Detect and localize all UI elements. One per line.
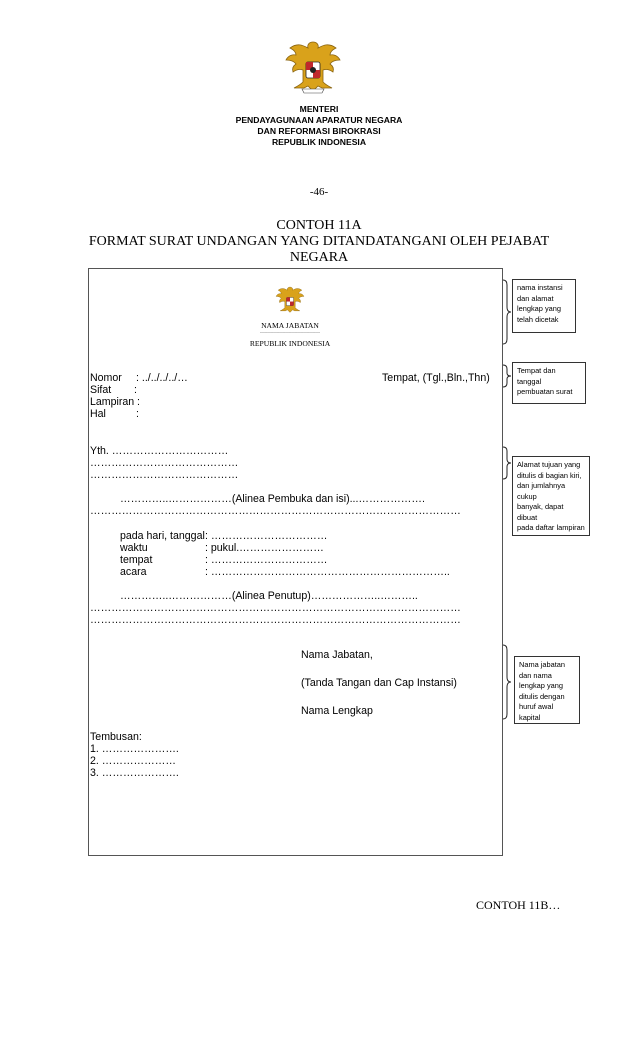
note-line: telah dicetak bbox=[517, 314, 559, 324]
yth-line: Yth. …………………………… bbox=[90, 445, 229, 457]
note-line: Nama jabatan bbox=[519, 660, 566, 669]
tempat-value: : …………………………… bbox=[205, 554, 328, 566]
alinea-penutup-cont-2: …………………………………………………………………………………………… bbox=[90, 614, 461, 626]
note-line: lengkap yang bbox=[517, 304, 561, 313]
letterhead-line2: PENDAYAGUNAAN APARATUR NEGARA bbox=[235, 115, 403, 125]
alinea-pembuka: …………..………………(Alinea Pembuka dan isi)...………………. bbox=[120, 493, 425, 505]
sample-head-dots: ………………………… bbox=[260, 329, 320, 335]
note-nama-instansi bbox=[512, 279, 576, 333]
tembusan-item: 2. ………………… bbox=[90, 755, 176, 767]
note-line: banyak, dapat dibuat bbox=[517, 502, 564, 522]
title-line1: CONTOH 11A bbox=[276, 218, 362, 233]
note-line: dan jumlahnya cukup bbox=[517, 481, 566, 501]
title-line2: FORMAT SURAT UNDANGAN YANG DITANDATANGANI OLEH PEJABAT bbox=[88, 234, 550, 249]
tempat-tanggal: Tempat, (Tgl.,Bln.,Thn) bbox=[382, 372, 490, 384]
letterhead-line1: MENTERI bbox=[299, 104, 339, 114]
note-line: ditulis dengan bbox=[519, 691, 565, 701]
note-line: nama instansi bbox=[517, 283, 563, 292]
signature-nama: Nama Lengkap bbox=[301, 705, 373, 717]
acara-label: acara bbox=[120, 566, 147, 578]
note-line: Alamat tujuan yang bbox=[517, 460, 581, 469]
sifat-label: Sifat bbox=[90, 384, 112, 396]
lampiran-value: : bbox=[137, 396, 140, 408]
sample-head-jabatan: NAMA JABATAN bbox=[261, 321, 319, 330]
tembusan-item: 3. …………………. bbox=[90, 767, 179, 779]
garuda-small-icon bbox=[274, 283, 306, 317]
address-line-1: …………………………………… bbox=[90, 457, 239, 469]
note-line: pembuatan surat bbox=[517, 387, 573, 396]
note-nama-jabatan bbox=[514, 656, 580, 724]
note-line: huruf awal bbox=[519, 702, 554, 711]
address-line-2: …………………………………… bbox=[90, 469, 239, 481]
note-line: ditulis di bagian kiri, bbox=[517, 470, 582, 480]
hari-label: pada hari, tanggal bbox=[120, 530, 205, 542]
hal-label: Hal bbox=[90, 408, 106, 420]
lampiran-label: Lampiran bbox=[90, 396, 135, 408]
note-line: dan nama bbox=[519, 670, 552, 680]
waktu-label: waktu bbox=[120, 542, 148, 554]
letterhead-line4: REPUBLIK INDONESIA bbox=[271, 137, 367, 147]
note-line: dan alamat bbox=[517, 293, 554, 303]
note-line: tanggal bbox=[517, 376, 542, 386]
note-tempat-tanggal bbox=[512, 362, 586, 404]
footer-next-example: CONTOH 11B… bbox=[476, 898, 561, 912]
alinea-penutup-cont-1: …………………………………………………………………………………………… bbox=[90, 602, 461, 614]
nomor-label: Nomor bbox=[90, 372, 122, 384]
note-line: pada daftar lampiran bbox=[517, 523, 585, 532]
note-line: kapital bbox=[519, 712, 541, 722]
note-line: lengkap yang bbox=[519, 681, 563, 690]
acara-value: : ………………………………………………………….. bbox=[205, 566, 450, 578]
hari-value: : …………………………… bbox=[205, 530, 328, 542]
signature-ttd: (Tanda Tangan dan Cap Instansi) bbox=[301, 677, 457, 689]
page-number: -46- bbox=[309, 186, 329, 198]
waktu-value: : pukul.…………………… bbox=[205, 542, 324, 554]
alinea-penutup: …………..………………(Alinea Penutup)………………..……….. bbox=[120, 590, 418, 602]
title-line3: NEGARA bbox=[289, 250, 349, 265]
note-alamat-tujuan bbox=[512, 456, 590, 536]
letterhead-line3: DAN REFORMASI BIROKRASI bbox=[257, 126, 381, 136]
sample-head-country: REPUBLIK INDONESIA bbox=[249, 339, 331, 348]
garuda-emblem-icon bbox=[282, 36, 344, 98]
note-line: Tempat dan bbox=[517, 366, 556, 375]
tembusan-label: Tembusan: bbox=[90, 731, 142, 743]
sifat-value: : bbox=[134, 384, 137, 396]
brace-icon bbox=[501, 644, 513, 720]
tempat-label: tempat bbox=[120, 554, 153, 566]
signature-jabatan: Nama Jabatan, bbox=[301, 649, 373, 661]
tembusan-item: 1. …………………. bbox=[90, 743, 179, 755]
nomor-value: : ../../../../… bbox=[136, 372, 188, 384]
hal-value: : bbox=[136, 408, 139, 420]
alinea-pembuka-cont: …………………………………………………………………………………………… bbox=[90, 505, 461, 517]
